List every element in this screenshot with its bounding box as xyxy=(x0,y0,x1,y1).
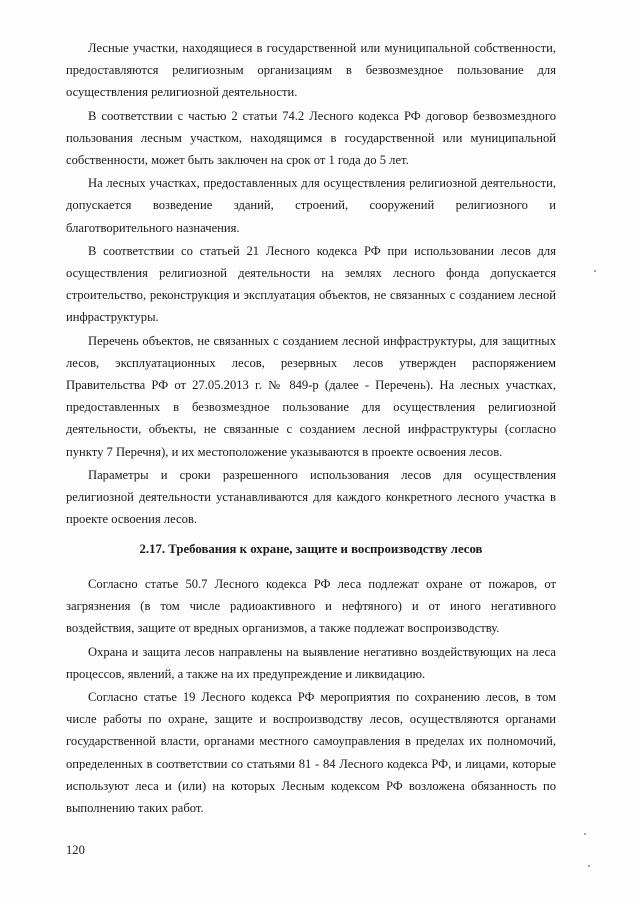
paragraph: В соответствии с частью 2 статьи 74.2 Лесного кодекса РФ договор безвозмездного пользования лесным участком, находящимся в государственной или муниципальной собственности, может быть заключен на срок от 1 года до 5 лет. xyxy=(66,108,556,168)
paragraph: Охрана и защита лесов направлены на выявление негативно воздействующих на леса процессов, явлений, а также на их предупреждение и ликвидацию. xyxy=(66,644,556,681)
section-heading: 2.17. Требования к охране, защите и воспроизводству лесов xyxy=(139,542,483,556)
page-number: 120 xyxy=(66,843,85,857)
paragraph: Согласно статье 19 Лесного кодекса РФ мероприятия по сохранению лесов, в том числе работы по охране, защите и воспроизводству лесов, осуществляются органами государственной власти, органами местного самоуправления в пределах их полномочий, определенных в соответствии со статьями 81 - 84 Лесного кодекса РФ, и лицами, которые используют леса и (или) на которых Лесным кодексом РФ возложена обязанность по выполнению таких работ. xyxy=(66,690,556,816)
paragraph: Параметры и сроки разрешенного использования лесов для осуществления религиозной деятельности устанавливаются для каждого конкретного лесного участка в проекте освоения лесов. xyxy=(66,467,556,527)
scan-speck xyxy=(594,270,596,272)
paragraph: Перечень объектов, не связанных с созданием лесной инфраструктуры, для защитных лесов, эксплуатационных лесов, резервных лесов утвержден распоряжением Правительства РФ от 27.05.2013 г. № 849-р (далее - Перечень). На лесных участках, предоставленных в безвозмездное пользование для осуществления религиозной деятельности, объекты, не связанные с созданием лесной инфраструктуры (согласно пункту 7 Перечня), и их местоположение указываются в проекте освоения лесов. xyxy=(66,333,556,459)
body-text-lower xyxy=(66,573,556,819)
scan-speck xyxy=(588,865,590,867)
paragraph: Лесные участки, находящиеся в государственной или муниципальной собственности, предоставляются религиозным организациям в безвозмездное пользование для осуществления религиозной деятельности. xyxy=(66,41,556,100)
section-heading-block xyxy=(66,538,556,560)
paragraph: В соответствии со статьей 21 Лесного кодекса РФ при использовании лесов для осуществления религиозной деятельности на землях лесного фонда допускается строительство, реконструкция и эксплуатация объектов, не связанных с созданием лесной инфраструктуры. xyxy=(66,243,556,325)
paragraph: Согласно статье 50.7 Лесного кодекса РФ леса подлежат охране от пожаров, от загрязнения (в том числе радиоактивного и нефтяного) и от иного негативного воздействия, защите от вредных организмов, а также подлежат воспроизводству. xyxy=(66,577,556,636)
paragraph: На лесных участках, предоставленных для осуществления религиозной деятельности, допускается возведение зданий, строений, сооружений религиозного и благотворительного назначения. xyxy=(66,176,556,235)
body-text-upper xyxy=(66,37,556,530)
scan-speck xyxy=(584,833,586,835)
